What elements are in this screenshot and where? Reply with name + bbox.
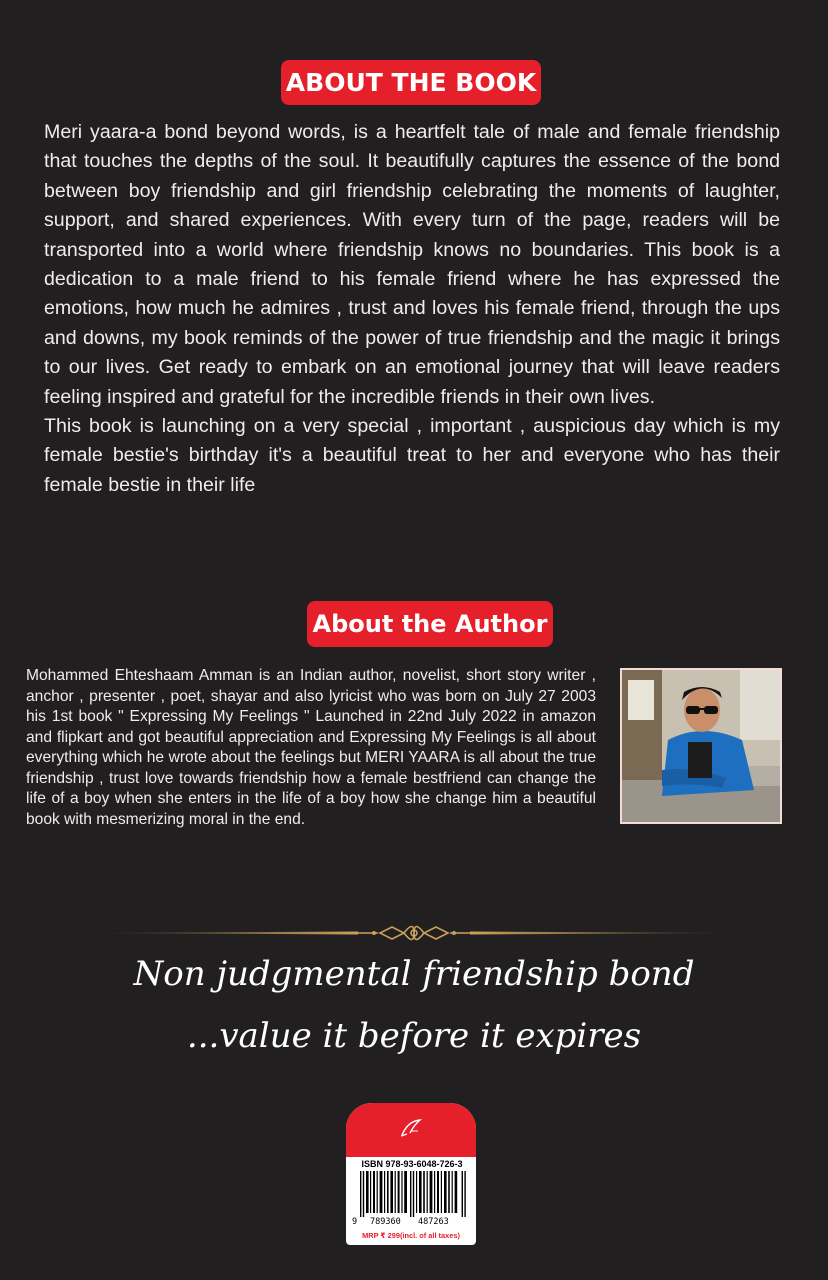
author-bio: Mohammed Ehteshaam Amman is an Indian author, novelist, short story writer , anchor , presenter , poet, shayar and also lyricist who was born on July 27 2003 his 1st book " Expressing My Feelings " Launched in 22nd July 2022 in amazon and flipkart and got beautiful appreciation and Expressing My Feelings is all about everything which he wrote about the feelings but MERI YAARA is all about the true friendship , trust love towards friendship how a female bestfriend can change the life of a boy when she enters in the life of a boy how she change him a beautiful book with mesmerizing moral in the end. [26,667,596,828]
ornamental-divider [88,918,740,948]
author-portrait-image [622,670,780,822]
barcode [360,1171,466,1217]
isbn-barcode-box [346,1103,476,1245]
quote-line-1: Non judgmental friendship bond [133,954,695,994]
barcode-digits-left: 789360 [370,1217,401,1227]
book-description [44,118,780,500]
book-description-paragraph-1: Meri yaara-a bond beyond words, is a heartfelt tale of male and female friendship that touches the depths of the soul. It beautifully captures the essence of the bond between boy friendship and girl friendship celebrating the moments of laughter, support, and shared experiences. With every turn of the page, readers will be transported into a world where friendship knows no boundaries. This book is a dedication to a male friend to his female friend where he has expressed the emotions, how much he admires , trust and loves his female friend, through the ups and downs, my book reminds of the power of true friendship and the magic it brings to our lives. Get ready to embark on an emotional journey that will leave readers feeling inspired and grateful for the incredible friends in their own lives. [44,121,780,408]
quill-logo-icon [398,1117,424,1139]
barcode-digit-first: 9 [352,1217,358,1227]
quote-line-2: ...value it before it expires [186,1016,642,1056]
about-book-heading: ABOUT THE BOOK [281,60,541,105]
mrp-price: MRP ₹ 299(incl. of all taxes) [362,1231,460,1240]
about-author-heading: About the Author [307,601,553,647]
author-photo [620,668,782,824]
barcode-digits-right: 487263 [418,1217,449,1227]
book-description-paragraph-2: This book is launching on a very special , important , auspicious day which is my female bestie's birthday it's a beautiful treat to her and everyone who has their female bestie in their life [44,415,780,496]
isbn-number: ISBN 978-93-6048-726-3 [361,1159,463,1169]
